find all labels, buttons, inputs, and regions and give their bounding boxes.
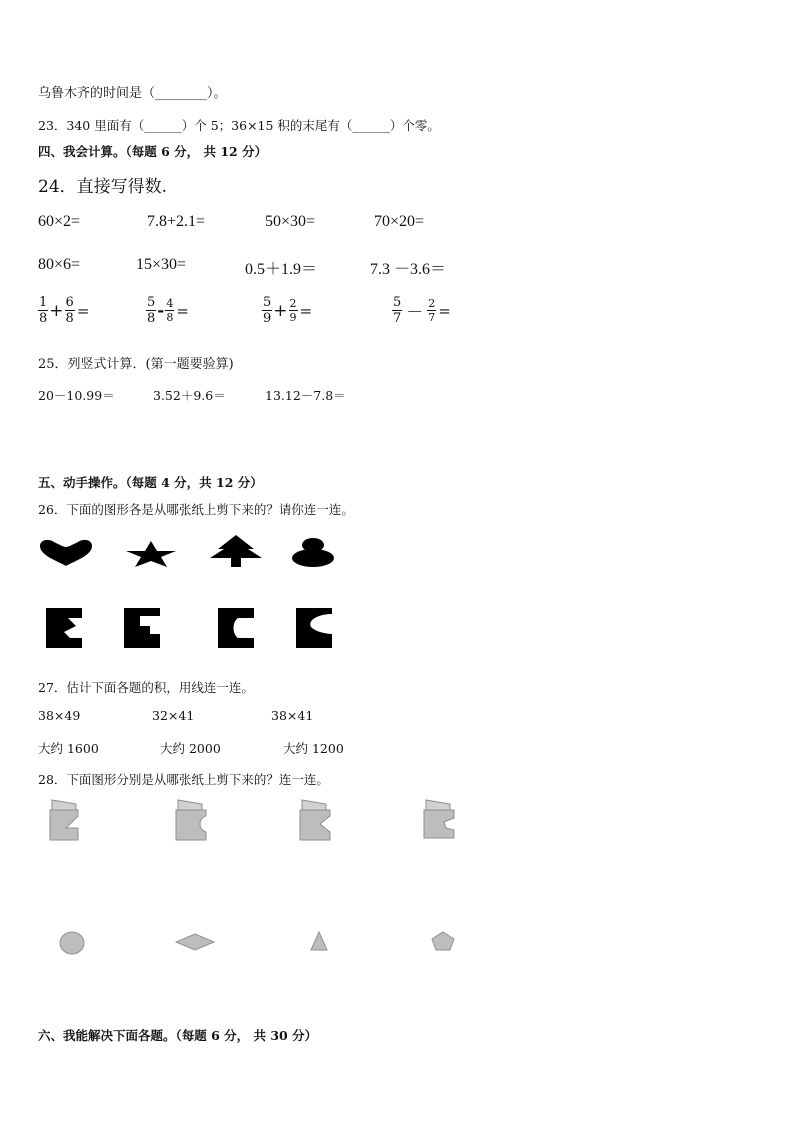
numerator: 4 — [166, 297, 174, 310]
folded-paper-triangle-cut — [46, 798, 86, 842]
question-27: 27．估计下面各题的积，用线连一连。 — [38, 680, 254, 695]
diamond-icon — [174, 932, 216, 952]
numerator: 2 — [289, 297, 297, 310]
folded-paper-pentagon-cut — [420, 798, 460, 842]
operator: － — [406, 303, 424, 323]
calc-1-2: 7.8+2.1= — [147, 213, 206, 230]
paper-round-cut — [218, 608, 256, 648]
numerator: 6 — [65, 295, 74, 310]
fraction-calc-3 — [262, 296, 312, 325]
paper-zigzag-cut — [46, 608, 84, 648]
calc-2-1: 80×6= — [38, 256, 81, 273]
q27-estimate-3: 大约 1200 — [283, 741, 344, 756]
vertical-calc-1: 20－10.99＝ — [38, 388, 115, 403]
question-24: 24．直接写得数. — [38, 177, 168, 197]
fraction-calc-2 — [146, 296, 189, 325]
denominator: 7 — [393, 311, 402, 326]
denominator: 8 — [39, 311, 48, 326]
question-25: 25．列竖式计算．(第一题要验算) — [38, 357, 234, 372]
folded-paper-semicircle-cut — [172, 798, 212, 842]
operator: - — [157, 300, 165, 321]
fraction-calc-4 — [392, 296, 451, 325]
calc-2-4: 7.3 －3.6＝ — [370, 261, 447, 278]
question-28: 28．下面图形分别是从哪张纸上剪下来的？连一连。 — [38, 772, 329, 787]
denominator: 8 — [147, 311, 156, 326]
section-5-heading: 五、动手操作。（每题 4 分，共 12 分） — [38, 475, 263, 490]
numerator: 1 — [39, 295, 48, 310]
q27-estimate-1: 大约 1600 — [38, 741, 99, 756]
calc-1-3: 50×30= — [265, 213, 316, 230]
folded-paper-diamond-cut — [296, 798, 336, 842]
denominator: 9 — [289, 311, 297, 324]
fraction-calc-1 — [38, 296, 89, 325]
calc-2-3: 0.5＋1.9＝ — [245, 261, 318, 278]
numerator: 5 — [263, 295, 272, 310]
calc-1-4: 70×20= — [374, 213, 425, 230]
question-26: 26．下面的图形各是从哪张纸上剪下来的？请你连一连。 — [38, 502, 354, 517]
q27-expr-3: 38×41 — [271, 708, 314, 723]
q27-estimate-2: 大约 2000 — [160, 741, 221, 756]
section-6-heading: 六、我能解决下面各题。（每题 6 分， 共 30 分） — [38, 1028, 318, 1043]
calc-1-1: 60×2= — [38, 213, 81, 230]
equals: = — [438, 301, 451, 320]
denominator: 8 — [65, 311, 74, 326]
equals: = — [299, 301, 313, 320]
section-4-heading: 四、我会计算。（每题 6 分， 共 12 分） — [38, 144, 268, 159]
paper-curve-cut — [296, 608, 334, 648]
pentagon-icon — [430, 930, 456, 952]
question-23: 23．340 里面有（______）个 5；36×15 积的末尾有（______）个零。 — [38, 118, 440, 133]
q22-continuation: 乌鲁木齐的时间是（________）。 — [38, 86, 227, 101]
equals: = — [176, 301, 189, 320]
numerator: 5 — [147, 295, 156, 310]
star-icon — [124, 540, 178, 568]
numerator: 5 — [393, 295, 402, 310]
denominator: 9 — [263, 311, 272, 326]
stacked-oval-icon — [290, 536, 336, 568]
numerator: 2 — [428, 297, 436, 310]
vertical-calc-2: 3.52＋9.6＝ — [153, 388, 226, 403]
denominator: 7 — [428, 311, 436, 324]
operator: + — [49, 300, 64, 321]
vertical-calc-3: 13.12－7.8＝ — [265, 388, 346, 403]
denominator: 8 — [166, 311, 174, 324]
equals: = — [76, 301, 90, 320]
paper-step-cut — [124, 608, 162, 648]
q27-expr-1: 38×49 — [38, 708, 81, 723]
triangle-icon — [308, 930, 330, 952]
circle-icon — [58, 930, 86, 956]
calc-2-2: 15×30= — [136, 256, 187, 273]
operator: + — [273, 300, 288, 321]
arrow-up-icon — [208, 534, 264, 568]
heart-icon — [38, 538, 94, 570]
q27-expr-2: 32×41 — [152, 708, 195, 723]
